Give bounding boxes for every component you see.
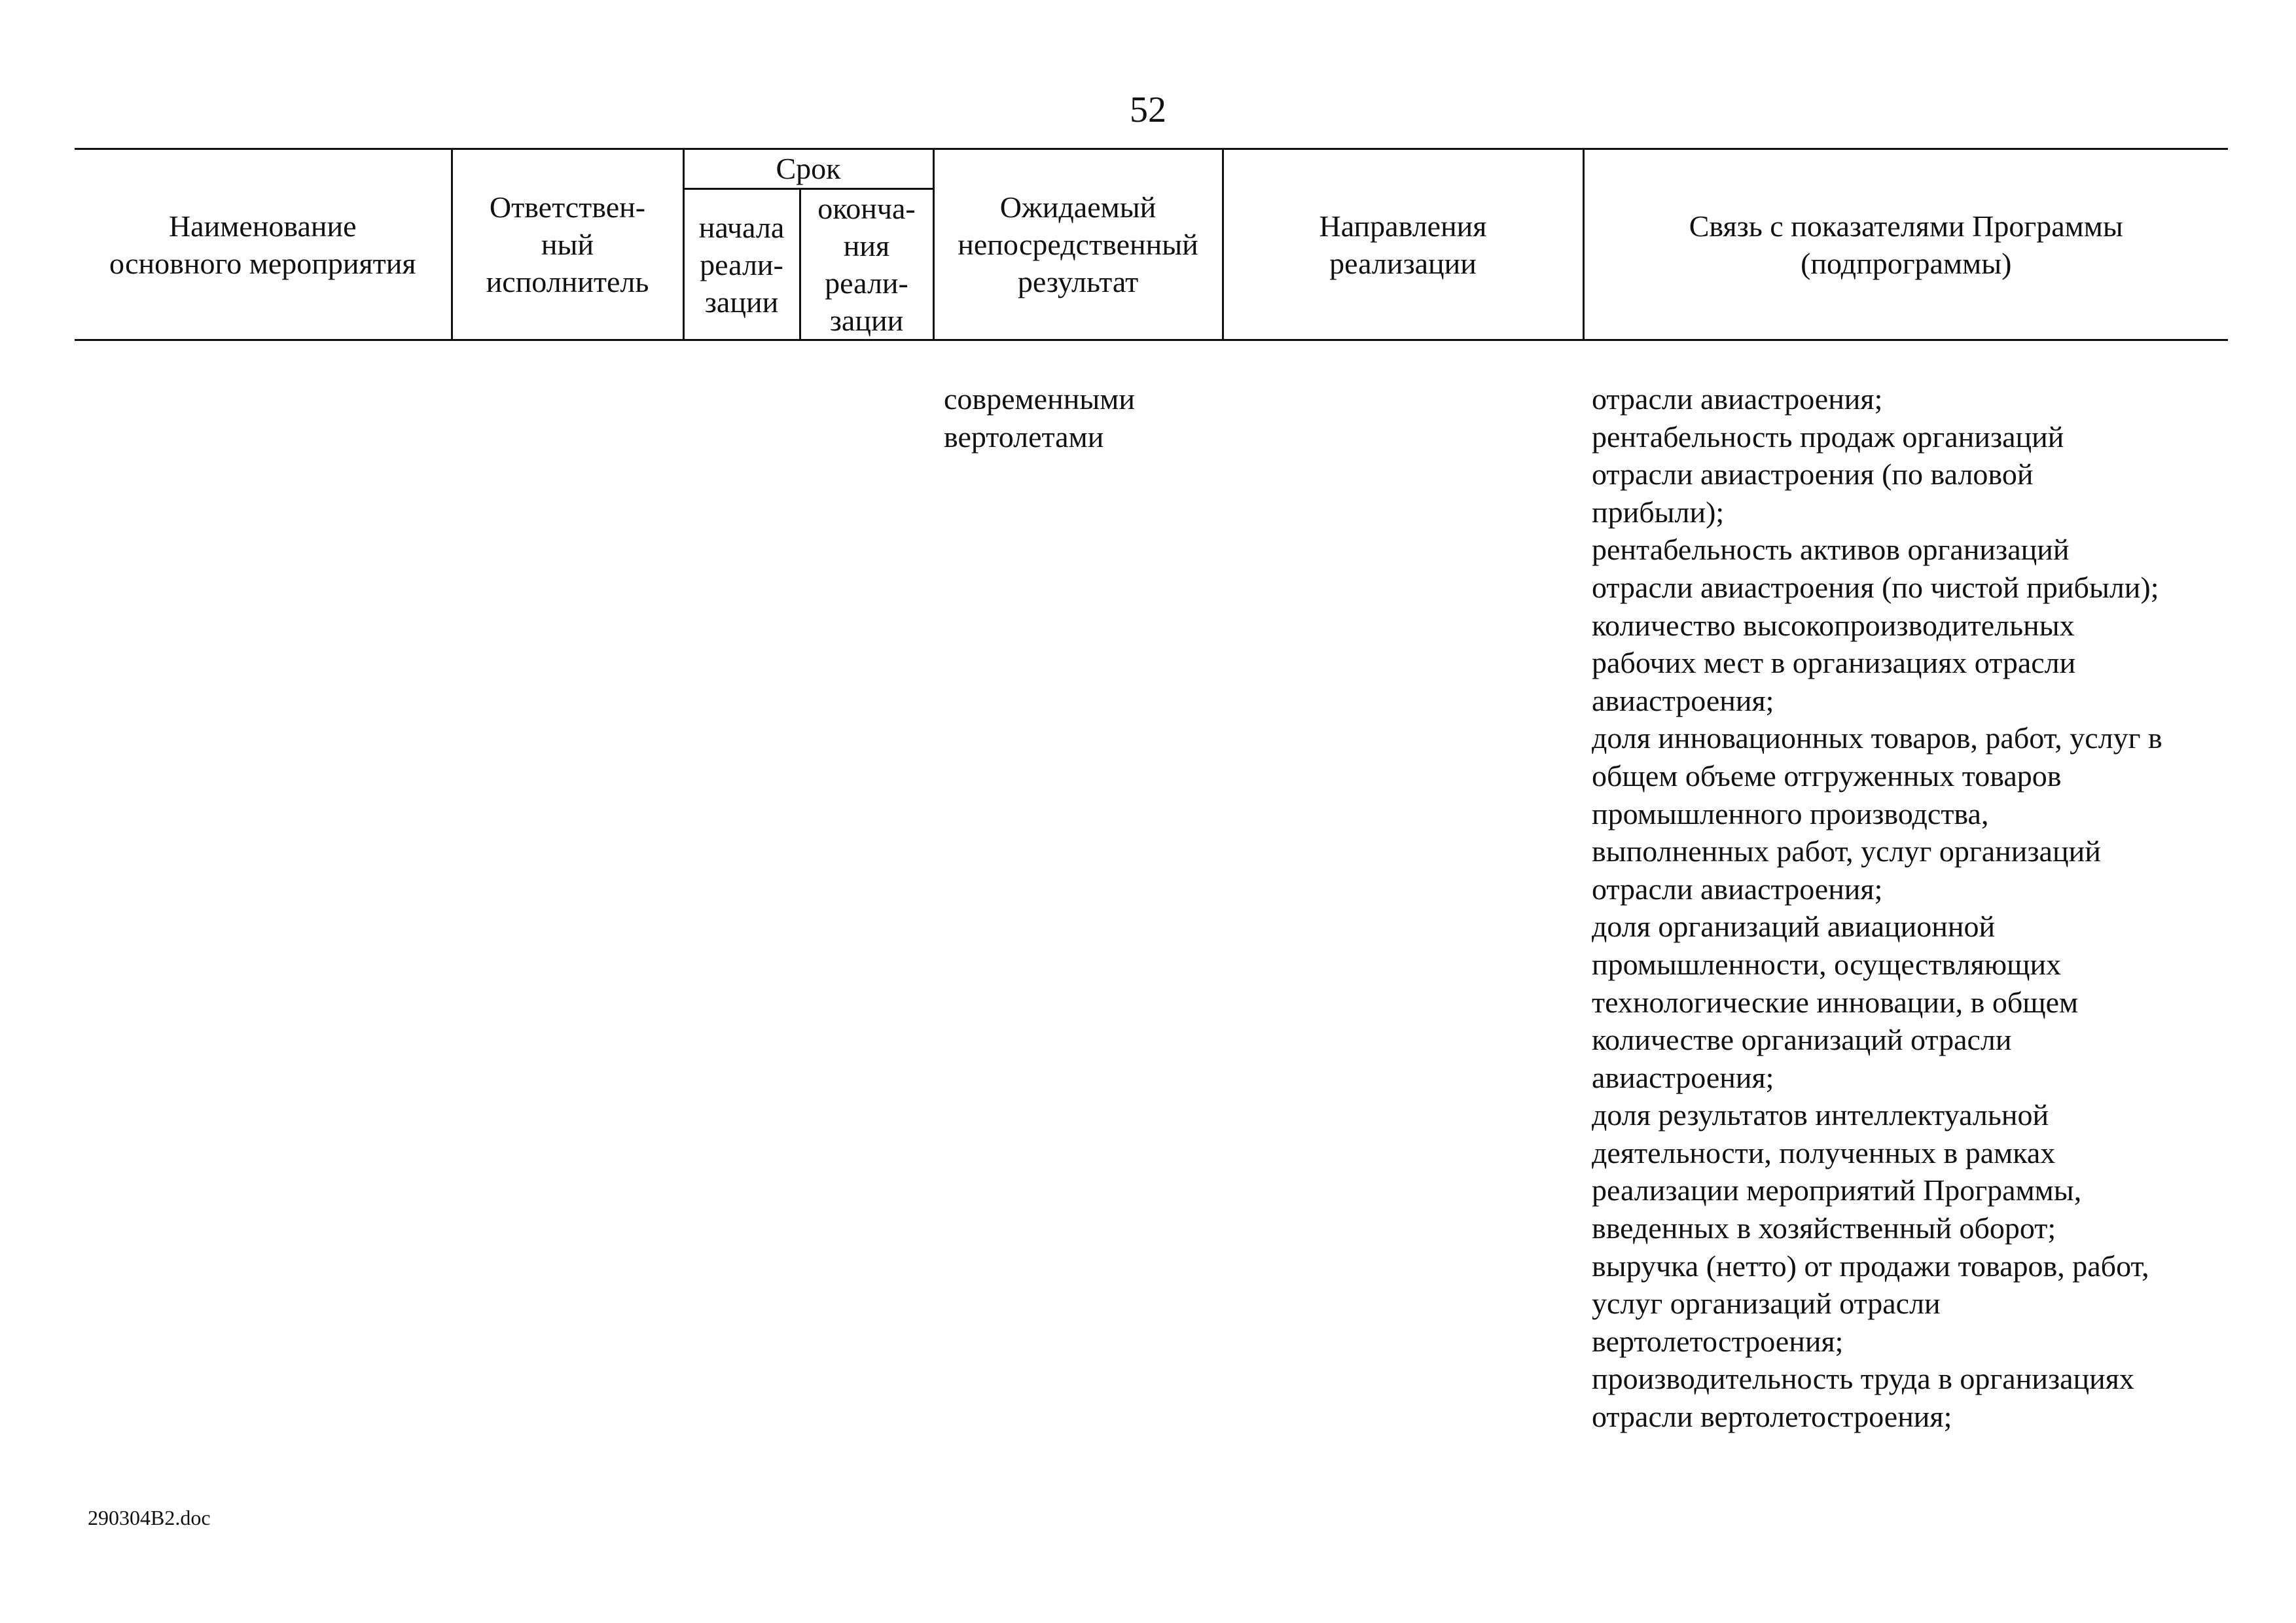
text-line: выручка (нетто) от продажи товаров, работ, bbox=[1592, 1249, 2149, 1283]
expected-result-text bbox=[944, 380, 1232, 455]
text-line: количество высокопроизводительных bbox=[1592, 608, 2075, 642]
text-line: рентабельность продаж организаций bbox=[1592, 419, 2064, 454]
text-line: отрасли вертолетостроения; bbox=[1592, 1400, 1952, 1434]
header-term: Срок bbox=[683, 149, 933, 189]
text-line: промышленного производства, bbox=[1592, 796, 1989, 830]
text-line: доля результатов интеллектуальной bbox=[1592, 1098, 2049, 1132]
text-line: производительность труда в организациях bbox=[1592, 1362, 2134, 1396]
text-line: услуг организаций отрасли bbox=[1592, 1287, 1941, 1321]
text-line: доля инновационных товаров, работ, услуг в bbox=[1592, 721, 2162, 755]
text-line: вертолетами bbox=[944, 419, 1104, 454]
text-line: современными bbox=[944, 382, 1135, 416]
text-line: вертолетостроения; bbox=[1592, 1324, 1844, 1358]
text-line: общем объеме отгруженных товаров bbox=[1592, 758, 2062, 793]
header-name: Наименование основного мероприятия bbox=[75, 149, 452, 340]
text-line: количестве организаций отрасли bbox=[1592, 1023, 2012, 1057]
header-link-to-indicators: Связь с показателями Программы (подпрограммы) bbox=[1583, 149, 2228, 340]
text-line: авиастроения; bbox=[1592, 683, 1774, 717]
text-line: доля организаций авиационной bbox=[1592, 910, 1996, 944]
text-line: прибыли); bbox=[1592, 495, 1725, 529]
text-line: рентабельность активов организаций bbox=[1592, 533, 2070, 567]
text-line: рабочих мест в организациях отрасли bbox=[1592, 646, 2076, 680]
document-file-code: 290304В2.doc bbox=[88, 1506, 211, 1529]
text-line: реализации мероприятий Программы, bbox=[1592, 1173, 2082, 1207]
page-number: 52 bbox=[1130, 90, 1166, 130]
text-line: отрасли авиастроения (по валовой bbox=[1592, 457, 2034, 491]
header-table bbox=[75, 148, 2228, 341]
text-line: деятельности, полученных в рамках bbox=[1592, 1135, 2056, 1169]
text-line: отрасли авиастроения; bbox=[1592, 382, 1883, 416]
text-line: авиастроения; bbox=[1592, 1060, 1774, 1094]
text-line: введенных в хозяйственный оборот; bbox=[1592, 1211, 2056, 1245]
header-responsible: Ответствен- ный исполнитель bbox=[452, 149, 683, 340]
text-line: технологические инновации, в общем bbox=[1592, 985, 2079, 1019]
text-line: промышленности, осуществляющих bbox=[1592, 947, 2062, 981]
indicators-link-text bbox=[1592, 380, 2246, 1436]
header-end: оконча- ния реали- зации bbox=[800, 189, 933, 340]
header-directions: Направления реализации bbox=[1223, 149, 1583, 340]
text-line: отрасли авиастроения (по чистой прибыли); bbox=[1592, 570, 2159, 604]
header-result: Ожидаемый непосредственный результат bbox=[933, 149, 1223, 340]
header-start: начала реали- зации bbox=[683, 189, 800, 340]
text-line: выполненных работ, услуг организаций bbox=[1592, 834, 2101, 868]
text-line: отрасли авиастроения; bbox=[1592, 872, 1883, 906]
